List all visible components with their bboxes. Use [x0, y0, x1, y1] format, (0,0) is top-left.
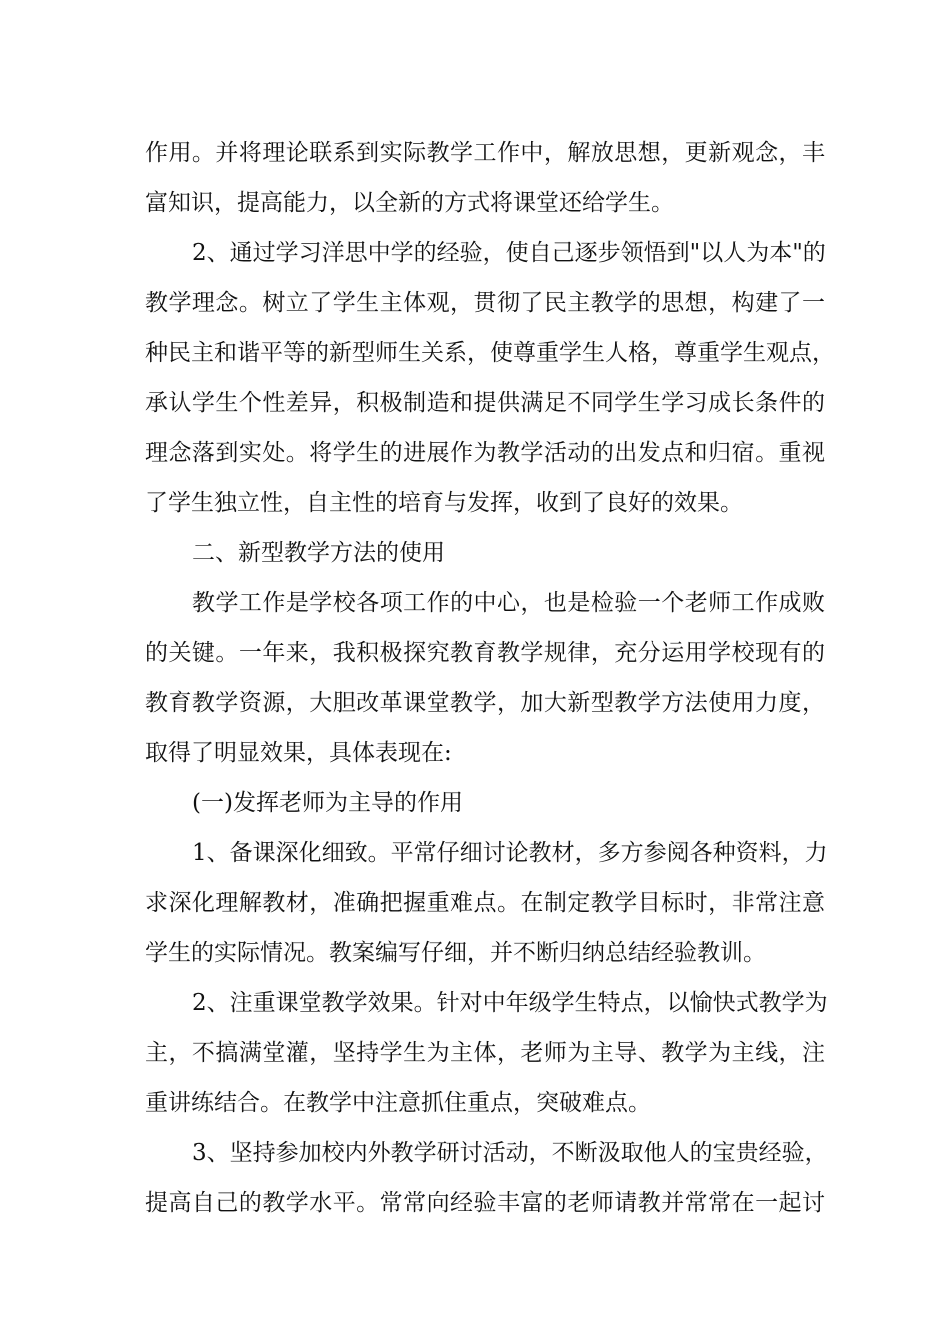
text-line: 教学理念。树立了学生主体观，贯彻了民主教学的思想，构建了一	[145, 290, 825, 316]
text-line: 的关键。一年来，我积极探究教育教学规律，充分运用学校现有的	[145, 640, 825, 666]
text-line: 重讲练结合。在教学中注意抓住重点，突破难点。	[145, 1090, 651, 1116]
text-line: 求深化理解教材，准确把握重难点。在制定教学目标时，非常注意	[145, 890, 825, 916]
text-line: 1、备课深化细致。平常仔细讨论教材，多方参阅各种资料，力	[192, 840, 828, 866]
text-line: 2、注重课堂教学效果。针对中年级学生特点，以愉快式教学为	[192, 990, 828, 1016]
section-heading: 二、新型教学方法的使用	[192, 540, 445, 566]
text-line: 取得了明显效果，具体表现在:	[145, 740, 452, 766]
text-line: 种民主和谐平等的新型师生关系，使尊重学生人格，尊重学生观点，	[145, 340, 835, 366]
text-line: 2、通过学习洋思中学的经验，使自己逐步领悟到"以人为本"的	[192, 240, 826, 266]
text-line: 教育教学资源，大胆改革课堂教学，加大新型教学方法使用力度，	[145, 690, 825, 716]
text-line: 承认学生个性差异，积极制造和提供满足不同学生学习成长条件的	[145, 390, 825, 416]
text-line: 3、坚持参加校内外教学研讨活动，不断汲取他人的宝贵经验，	[192, 1140, 828, 1166]
subsection-heading: (一)发挥老师为主导的作用	[192, 790, 463, 816]
text-line: 作用。并将理论联系到实际教学工作中，解放思想，更新观念，丰	[145, 140, 825, 166]
text-line: 提高自己的教学水平。常常向经验丰富的老师请教并常常在一起讨	[145, 1190, 825, 1216]
text-line: 学生的实际情况。教案编写仔细，并不断归纳总结经验教训。	[145, 940, 766, 966]
text-line: 教学工作是学校各项工作的中心，也是检验一个老师工作成败	[192, 590, 825, 616]
text-line: 主，不搞满堂灌，坚持学生为主体，老师为主导、教学为主线，注	[145, 1040, 825, 1066]
text-line: 理念落到实处。将学生的进展作为教学活动的出发点和归宿。重视	[145, 440, 825, 466]
text-line: 富知识，提高能力，以全新的方式将课堂还给学生。	[145, 190, 674, 216]
text-line: 了学生独立性，自主性的培育与发挥，收到了良好的效果。	[145, 490, 743, 516]
